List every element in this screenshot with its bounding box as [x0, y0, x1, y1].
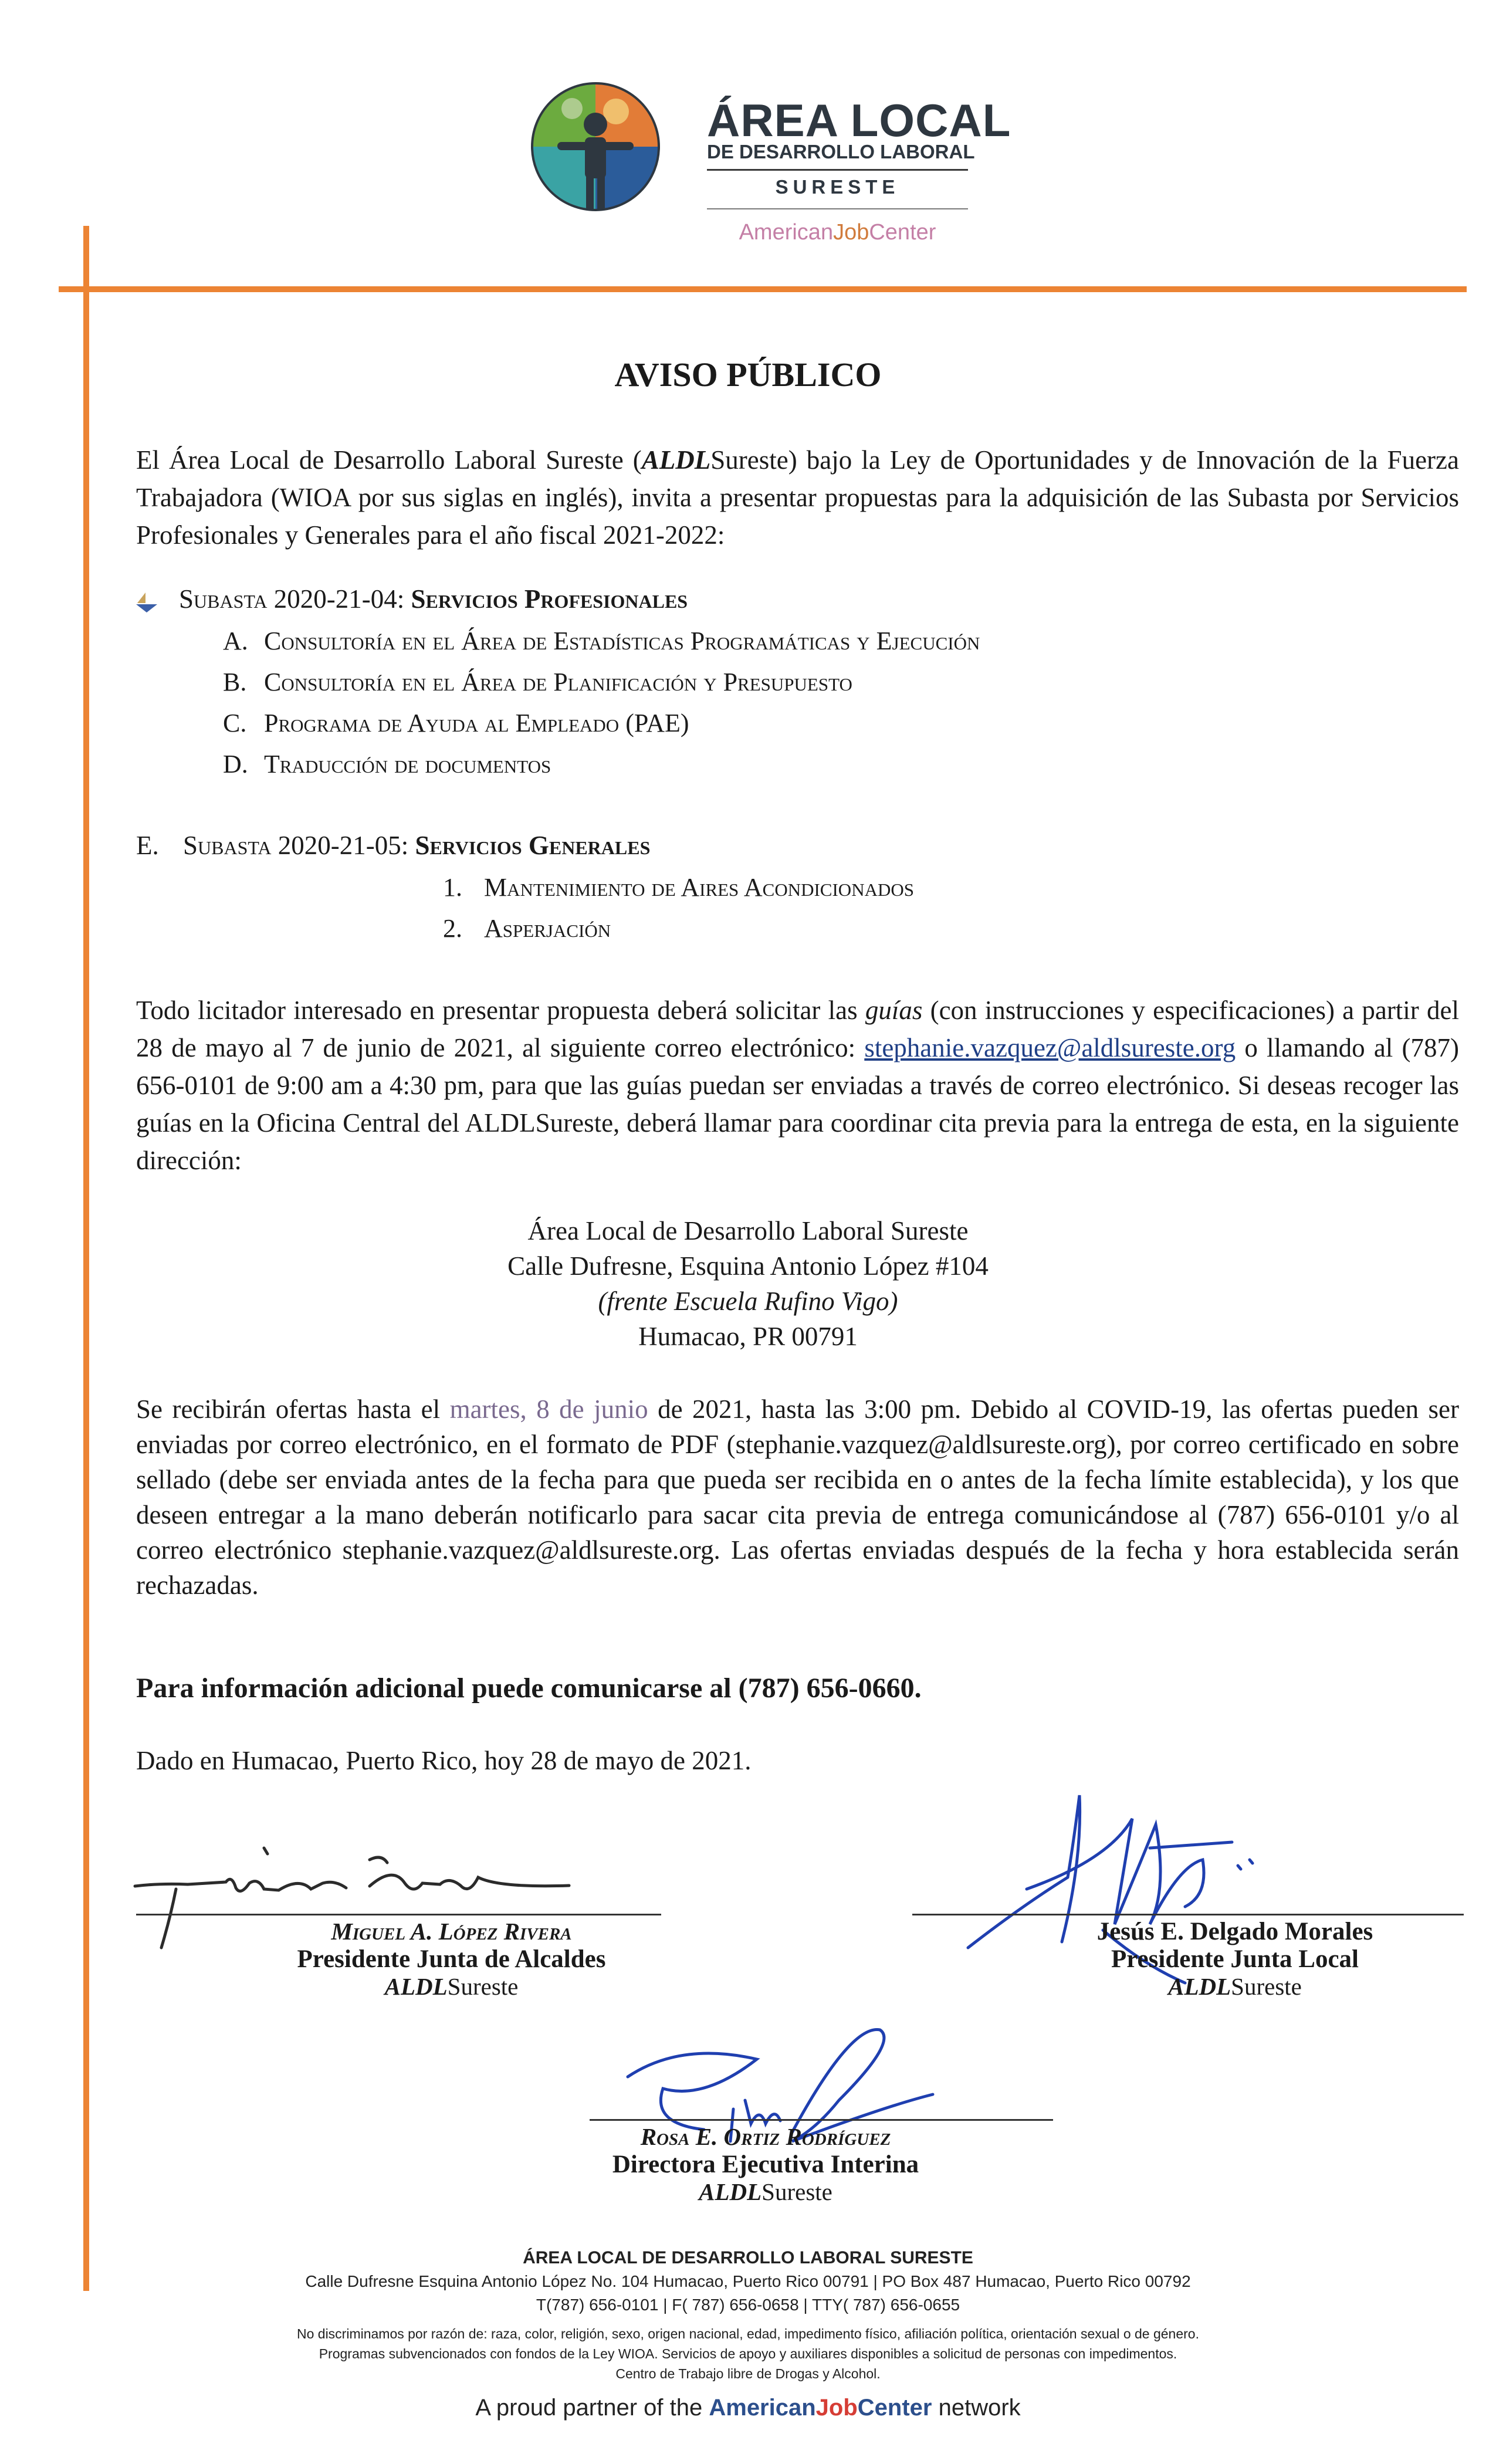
intro-text: Sureste) bajo la Ley de Oportunidades y de Innovación de la Fuerza Trabajadora (WIOA por sus siglas en inglés), invita a presentar propuestas para la adquisición de las Subasta por Servicios Profesionales y Generales para el año fiscal 2021-2022: [136, 445, 1459, 550]
signer-3-name: Rosa E. Ortiz Rodríguez [640, 2123, 891, 2150]
american-job-center-mark [707, 220, 968, 245]
instructions-text: (con instrucciones y especificaciones) a partir del 28 de mayo al 7 de junio de 2021, al siguiente correo electrónico: [136, 996, 1459, 1062]
footer-disclaimer: Programas subvencionados con fondos de la Ley WIOA. Servicios de apoyo y auxiliares disponibles a solicitud de personas con impedimentos. [319, 2346, 1177, 2361]
subasta-1-heading [179, 584, 688, 614]
partner-suffix: network [932, 2395, 1021, 2421]
instructions-text: Todo licitador interesado en presentar propuesta deberá solicitar las [136, 996, 865, 1025]
offers-text: Se recibirán ofertas hasta el [136, 1395, 450, 1424]
partner-center: Center [857, 2395, 932, 2421]
offers-deadline-date: martes, 8 de junio [449, 1395, 648, 1424]
signature-1-line [136, 1914, 661, 1915]
org-suffix: Sureste [1231, 1973, 1302, 2000]
footer-partner-line [0, 2395, 1496, 2421]
partner-american: American [709, 2395, 816, 2421]
address-line: (frente Escuela Rufino Vigo) [598, 1287, 898, 1316]
intro-paragraph [136, 441, 1459, 554]
signer-2-org [912, 1972, 1496, 2001]
offers-text: de 2021, hasta las 3:00 pm. Debido al COVID-19, las ofertas pueden ser enviadas por correo electrónico, en el formato de PDF (stephanie.vazquez@aldlsureste.org), por correo certificado en sobre sellado (debe ser enviada antes de la fecha para que pueda ser recibida en o antes de la fecha límite establecida), y los que deseen entregar a la mano deberán notificarlo para sacar cita previa de entrega comunicándose al (787) 656-0101 y/o al correo electrónico stephanie.vazquez@aldlsureste.org. Las ofertas enviadas después de la fecha y hora establecida serán rechazadas. [136, 1395, 1460, 1600]
instructions-paragraph [136, 991, 1459, 1179]
letterhead-divider [707, 169, 968, 171]
footer-phones: T(787) 656-0101 | F( 787) 656-0658 | TTY( 787) 656-0655 [536, 2296, 960, 2314]
signer-1-role: Presidente Junta de Alcaldes [297, 1945, 606, 1973]
subasta-1-title: Servicios Profesionales [411, 584, 688, 614]
list-item-label: 1. [443, 873, 462, 902]
list-item-label: B. [223, 668, 247, 696]
letterhead-title: ÁREA LOCAL [707, 94, 1011, 146]
list-item-label: D. [223, 750, 248, 779]
address-block [0, 1213, 1496, 1354]
list-item-label: 2. [443, 914, 462, 943]
list-item-text: Consultoría en el Área de Estadísticas Programáticas y Ejecución [264, 627, 980, 655]
signer-1-org [136, 1972, 767, 2001]
arrow-bullet-icon [134, 591, 160, 614]
signature-2-line [912, 1914, 1464, 1915]
offers-paragraph [136, 1392, 1459, 1603]
list-item-text: Consultoría en el Área de Planificación y Presupuesto [264, 668, 852, 696]
signer-3-role: Directora Ejecutiva Interina [612, 2151, 919, 2178]
list-item-text: Mantenimiento de Aires Acondicionados [484, 873, 914, 902]
subasta-2-heading [136, 830, 650, 861]
instructions-text: o llamando al (787) 656-0101 de 9:00 am a 4:30 pm, para que las guías puedan ser enviadas a través de correo electrónico. Si deseas recoger las guías en la Oficina Central del ALDLSureste, deberá llamar para coordinar cita previa para la entrega de esta, en la siguiente dirección: [136, 1033, 1460, 1175]
instructions-guias: guías [865, 996, 923, 1025]
footer-disclaimer: No discriminamos por razón de: raza, color, religión, sexo, origen nacional, edad, impedimento físico, afiliación política, orientación sexual o de género. [296, 2326, 1199, 2341]
intro-text: El Área Local de Desarrollo Laboral Sureste ( [136, 445, 642, 475]
address-line: Área Local de Desarrollo Laboral Sureste [527, 1216, 969, 1245]
signer-1-name: Miguel A. López Rivera [331, 1918, 572, 1945]
footer-org-name: ÁREA LOCAL DE DESARROLLO LABORAL SURESTE [523, 2248, 973, 2267]
subasta-2-prefix: Subasta 2020-21-05: [183, 831, 415, 860]
email-link[interactable]: stephanie.vazquez@aldlsureste.org [864, 1033, 1236, 1062]
org-acronym: ALDL [1168, 1973, 1231, 2000]
ajc-job: Job [833, 220, 869, 245]
org-suffix: Sureste [447, 1973, 519, 2000]
signature-3-line [590, 2119, 1053, 2121]
agency-logo [525, 76, 701, 217]
intro-acronym: ALDL [641, 445, 711, 475]
list-item [443, 872, 914, 902]
list-item [223, 708, 689, 738]
dated-line: Dado en Humacao, Puerto Rico, hoy 28 de mayo de 2021. [136, 1746, 752, 1775]
letterhead-divider [707, 208, 968, 209]
subasta-2-title: Servicios Generales [415, 831, 651, 860]
subasta-2-label: E. [136, 831, 159, 860]
document-title: AVISO PÚBLICO [614, 356, 882, 394]
list-item [223, 667, 852, 697]
ajc-center: Center [869, 220, 936, 245]
list-item-text: Asperjación [484, 914, 611, 943]
org-acronym: ALDL [699, 2178, 762, 2205]
list-item [443, 913, 611, 943]
frame-horizontal-line [59, 286, 1467, 292]
list-item-text: Programa de Ayuda al Empleado (PAE) [264, 709, 689, 737]
info-contact-line: Para información adicional puede comunicarse al (787) 656-0660. [136, 1673, 922, 1704]
ajc-american: American [739, 220, 834, 245]
org-acronym: ALDL [384, 1973, 448, 2000]
list-item [223, 749, 551, 779]
footer-address: Calle Dufresne Esquina Antonio López No. 104 Humacao, Puerto Rico 00791 | PO Box 487 Humacao, Puerto Rico 00792 [305, 2272, 1191, 2290]
signer-2-name: Jesús E. Delgado Morales [1096, 1918, 1373, 1945]
org-suffix: Sureste [761, 2178, 832, 2205]
address-line: Calle Dufresne, Esquina Antonio López #104 [507, 1251, 989, 1281]
letterhead-region: SURESTE [775, 176, 900, 198]
partner-prefix: A proud partner of the [475, 2395, 709, 2421]
list-item [223, 626, 980, 656]
letterhead-subtitle: DE DESARROLLO LABORAL [707, 141, 975, 163]
signer-2-role: Presidente Junta Local [1111, 1945, 1359, 1973]
list-item-text: Traducción de documentos [264, 750, 551, 779]
partner-job: Job [815, 2395, 858, 2421]
list-item-label: A. [223, 627, 248, 655]
signer-3-org [531, 2178, 1000, 2206]
subasta-1-prefix: Subasta 2020-21-04: [179, 584, 411, 614]
address-line: Humacao, PR 00791 [638, 1322, 858, 1351]
footer-disclaimer: Centro de Trabajo libre de Drogas y Alcohol. [615, 2366, 881, 2381]
list-item-label: C. [223, 709, 247, 737]
